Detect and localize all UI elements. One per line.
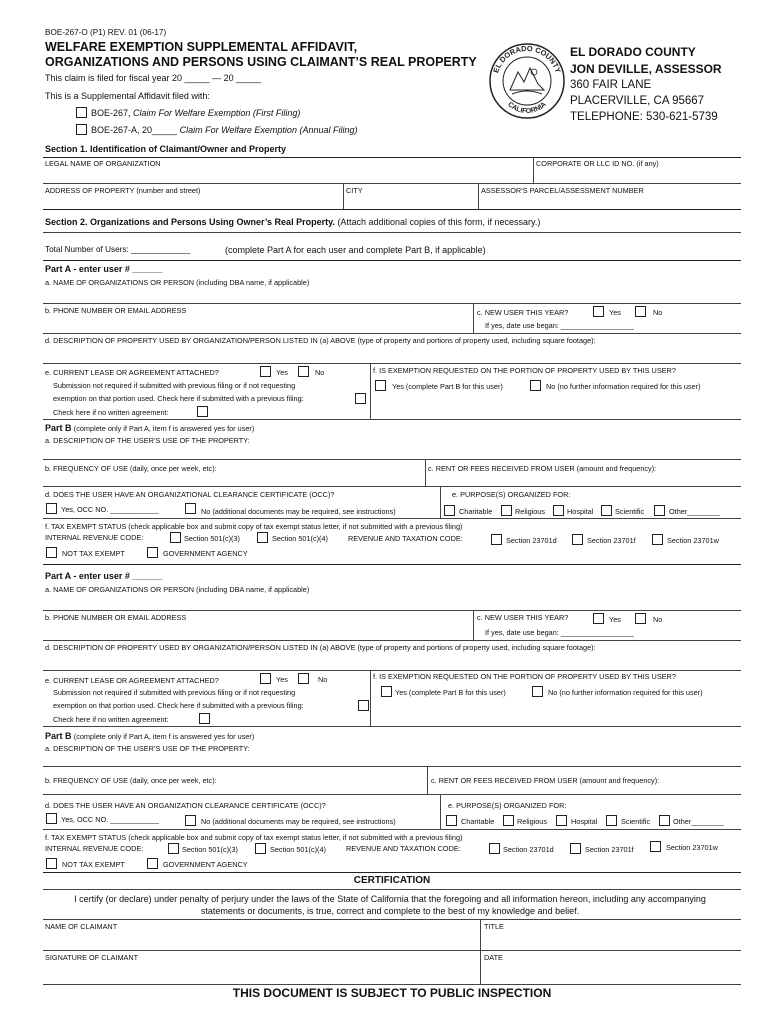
partB-occ-yes-label: Yes, OCC NO. ____________ bbox=[61, 505, 159, 514]
partA-exemption-no-2[interactable] bbox=[532, 686, 543, 697]
partA-e-note2-1: exemption on that portion used. Check here if submitted with a previous filing: bbox=[53, 394, 304, 403]
religious-label: Religious bbox=[517, 817, 548, 826]
partA-f-no-label: No (no further information required for this user) bbox=[548, 688, 703, 697]
partA-e-label-2: e. CURRENT LEASE OR AGREEMENT ATTACHED? bbox=[45, 676, 219, 685]
partB-occ-no-label: No (additional documents may be required, see instructions) bbox=[201, 507, 396, 516]
irc-label: INTERNAL REVENUE CODE: bbox=[45, 533, 144, 542]
partA-description-field-1[interactable] bbox=[45, 346, 739, 362]
option1-code: BOE-267, bbox=[91, 108, 131, 118]
partA-f-no-label: No (no further information required for this user) bbox=[546, 382, 701, 391]
partB-e-label-1: e. PURPOSE(S) ORGANIZED FOR: bbox=[452, 490, 571, 499]
partB-charitable-2[interactable] bbox=[446, 815, 457, 826]
partA-e-label-1: e. CURRENT LEASE OR AGREEMENT ATTACHED? bbox=[45, 368, 219, 377]
partB-d-label-1: d. DOES THE USER HAVE AN ORGANIZATIONAL CLEARANCE CERTIFICATE (OCC)? bbox=[45, 490, 335, 499]
form-id: BOE-267-O (P1) REV. 01 (06-17) bbox=[45, 28, 167, 37]
date-label: DATE bbox=[484, 953, 503, 962]
corp-id-field[interactable] bbox=[536, 168, 740, 182]
svg-text:EL DORADO COUNTY bbox=[491, 44, 562, 74]
partA-e-note3-2: Check here if no written agreement: bbox=[53, 715, 169, 724]
city-label: CITY bbox=[346, 186, 363, 195]
partB-occ-yes-label: Yes, OCC NO. ____________ bbox=[61, 815, 159, 824]
s23701f-label: Section 23701f bbox=[587, 536, 636, 545]
partA-new-user-no-1[interactable] bbox=[635, 306, 646, 317]
option1 bbox=[91, 109, 300, 118]
partB-religious-1[interactable] bbox=[501, 505, 512, 516]
partA-a-label-1: a. NAME OF ORGANIZATIONS OR PERSON (including DBA name, if applicable) bbox=[45, 278, 310, 287]
partB-b-label-1: b. FREQUENCY OF USE (daily, once per week, etc): bbox=[45, 464, 217, 473]
s501c3-label: Section 501(c)(3) bbox=[182, 845, 238, 854]
partB-heading-2 bbox=[45, 732, 254, 741]
no-label: No bbox=[318, 675, 328, 684]
hospital-label: Hospital bbox=[571, 817, 598, 826]
partA-date-began-2: If yes, date use began: __________________ bbox=[485, 628, 634, 637]
partB-heading-text: Part B bbox=[45, 731, 72, 741]
partB-hospital-2[interactable] bbox=[556, 815, 567, 826]
section2-heading bbox=[45, 218, 540, 227]
section1-heading: Section 1. Identification of Claimant/Owner and Property bbox=[45, 144, 287, 154]
rtc-label: REVENUE AND TAXATION CODE: bbox=[346, 844, 461, 853]
yes-label: Yes bbox=[276, 368, 288, 377]
partB-501c3-1[interactable] bbox=[170, 532, 181, 543]
partA-f-label-1: f. IS EXEMPTION REQUESTED ON THE PORTION OF PROPERTY USED BY THIS USER? bbox=[373, 366, 676, 375]
gov-agency-label: GOVERNMENT AGENCY bbox=[163, 860, 248, 869]
partB-charitable-1[interactable] bbox=[444, 505, 455, 516]
partB-gov-agency-2[interactable] bbox=[147, 858, 158, 869]
partA-e-note2-2: exemption on that portion used. Check here if submitted with a previous filing: bbox=[53, 701, 304, 710]
partB-501c4-2[interactable] bbox=[255, 843, 266, 854]
s23701f-label: Section 23701f bbox=[585, 845, 634, 854]
certification-statement bbox=[30, 893, 750, 917]
partB-e-label-2: e. PURPOSE(S) ORGANIZED FOR: bbox=[448, 801, 567, 810]
partA-lease-yes-1[interactable] bbox=[260, 366, 271, 377]
charitable-label: Charitable bbox=[459, 507, 493, 516]
partA-lease-no-1[interactable] bbox=[298, 366, 309, 377]
s23701d-label: Section 23701d bbox=[506, 536, 557, 545]
partB-a-label-1: a. DESCRIPTION OF THE USER’S USE OF THE PROPERTY: bbox=[45, 436, 250, 445]
claimant-name-label: NAME OF CLAIMANT bbox=[45, 922, 118, 931]
county-name: EL DORADO COUNTY bbox=[570, 45, 696, 59]
partB-occ-no-1[interactable] bbox=[185, 503, 196, 514]
s23701w-label: Section 23701w bbox=[666, 843, 718, 852]
claimant-name-field[interactable] bbox=[45, 932, 477, 948]
total-users-label: Total Number of Users: _____________ bbox=[45, 245, 191, 254]
legal-name-label: LEGAL NAME OF ORGANIZATION bbox=[45, 159, 161, 168]
partB-23701w-2[interactable] bbox=[650, 841, 661, 852]
seal-top-text: EL DORADO COUNTY bbox=[491, 43, 563, 75]
partB-not-tax-exempt-2[interactable] bbox=[46, 858, 57, 869]
partB-occ-no-2[interactable] bbox=[185, 815, 196, 826]
partB-religious-2[interactable] bbox=[503, 815, 514, 826]
partA-new-user-no-2[interactable] bbox=[635, 613, 646, 624]
option1-desc: Claim For Welfare Exemption (First Filing) bbox=[133, 108, 301, 118]
irc-label: INTERNAL REVENUE CODE: bbox=[45, 844, 144, 853]
partA-lease-no-2[interactable] bbox=[298, 673, 309, 684]
legal-name-field[interactable] bbox=[45, 168, 530, 182]
certification-line2: statements or documents, is true, correct and complete to the best of my knowledge and belief. bbox=[200, 906, 580, 916]
s501c3-label: Section 501(c)(3) bbox=[184, 534, 240, 543]
partB-occ-yes-2[interactable] bbox=[46, 813, 57, 824]
partA-phone-field-1[interactable] bbox=[45, 316, 470, 330]
partB-gov-agency-1[interactable] bbox=[147, 547, 158, 558]
assessor-name: JON DEVILLE, ASSESSOR bbox=[570, 62, 722, 76]
religious-label: Religious bbox=[515, 507, 546, 516]
not-tax-exempt-label: NOT TAX EXEMPT bbox=[62, 860, 125, 869]
certification-line1: I certify (or declare) under penalty of perjury under the laws of the State of California that the foregoing and all information hereon, including any accompanying bbox=[74, 894, 706, 904]
partB-hospital-1[interactable] bbox=[553, 505, 564, 516]
partA-b-label-1: b. PHONE NUMBER OR EMAIL ADDRESS bbox=[45, 306, 187, 315]
charitable-label: Charitable bbox=[461, 817, 495, 826]
partA-heading-2: Part A - enter user # ______ bbox=[45, 571, 163, 581]
scientific-label: Scientific bbox=[615, 507, 645, 516]
address-line1: 360 FAIR LANE bbox=[570, 79, 652, 91]
partA-new-user-yes-1[interactable] bbox=[593, 306, 604, 317]
public-inspection-notice: THIS DOCUMENT IS SUBJECT TO PUBLIC INSPECTION bbox=[232, 986, 552, 1000]
property-address-label: ADDRESS OF PROPERTY (number and street) bbox=[45, 186, 201, 195]
partA-new-user-yes-2[interactable] bbox=[593, 613, 604, 624]
option2-code: BOE-267-A, 20_____ bbox=[91, 125, 178, 135]
title-label: TITLE bbox=[484, 922, 504, 931]
option2 bbox=[91, 126, 357, 135]
partB-b-label-2: b. FREQUENCY OF USE (daily, once per week, etc): bbox=[45, 776, 217, 785]
signature-field[interactable] bbox=[45, 963, 477, 981]
partA-prev-filing-checkbox-1[interactable] bbox=[355, 393, 366, 404]
s23701w-label: Section 23701w bbox=[667, 536, 719, 545]
property-address-field[interactable] bbox=[45, 195, 340, 208]
partB-scientific-2[interactable] bbox=[606, 815, 617, 826]
partA-date-began-1: If yes, date use began: __________________ bbox=[485, 321, 634, 330]
gov-agency-label: GOVERNMENT AGENCY bbox=[163, 549, 248, 558]
partA-e-note1-2: Submission not required if submitted with previous filing or if not requesting bbox=[53, 688, 296, 697]
filed-with-line: This is a Supplemental Affidavit filed with: bbox=[45, 91, 210, 101]
partB-scientific-1[interactable] bbox=[601, 505, 612, 516]
partA-exemption-yes-1[interactable] bbox=[375, 380, 386, 391]
other-label: Other________ bbox=[669, 507, 720, 516]
partB-use-field-2[interactable] bbox=[45, 754, 739, 766]
corp-id-label: CORPORATE OR LLC ID NO. (if any) bbox=[536, 159, 659, 168]
no-label: No bbox=[653, 308, 663, 317]
parcel-label: ASSESSOR’S PARCEL/ASSESSMENT NUMBER bbox=[481, 186, 644, 195]
option2-desc: Claim For Welfare Exemption (Annual Filing) bbox=[179, 125, 358, 135]
partA-exemption-no-1[interactable] bbox=[530, 380, 541, 391]
partA-heading-1: Part A - enter user # ______ bbox=[45, 264, 163, 274]
partA-d-label-2: d. DESCRIPTION OF PROPERTY USED BY ORGANIZATION/PERSON LISTED IN (a) ABOVE (type of property and portions of property used, including square footage): bbox=[45, 643, 596, 652]
title-field[interactable] bbox=[484, 932, 739, 948]
partA-c-label-2: c. NEW USER THIS YEAR? bbox=[477, 613, 569, 622]
partA-f-label-2: f. IS EXEMPTION REQUESTED ON THE PORTION OF PROPERTY USED BY THIS USER? bbox=[373, 672, 676, 681]
form-title-line2: ORGANIZATIONS AND PERSONS USING CLAIMANT’S REAL PROPERTY bbox=[45, 55, 477, 69]
partA-phone-field-2[interactable] bbox=[45, 623, 470, 637]
partA-name-field-1[interactable] bbox=[45, 288, 739, 302]
partA-b-label-2: b. PHONE NUMBER OR EMAIL ADDRESS bbox=[45, 613, 187, 622]
partA-no-agreement-checkbox-2[interactable] bbox=[199, 713, 210, 724]
fiscal-year-line: This claim is filed for fiscal year 20 _____ — 20 _____ bbox=[45, 73, 262, 83]
partB-23701d-2[interactable] bbox=[489, 843, 500, 854]
partB-23701f-1[interactable] bbox=[572, 534, 583, 545]
partB-heading-note: (complete only if Part A, item f is answered yes for user) bbox=[73, 732, 255, 741]
not-tax-exempt-label: NOT TAX EXEMPT bbox=[62, 549, 125, 558]
county-seal-icon bbox=[488, 42, 566, 120]
partA-description-field-2[interactable] bbox=[45, 653, 739, 669]
s23701d-label: Section 23701d bbox=[503, 845, 554, 854]
partB-occ-no-label: No (additional documents may be required, see instructions) bbox=[201, 817, 396, 826]
partB-d-label-2: d. DOES THE USER HAVE AN ORGANIZATION CLEARANCE CERTIFICATE (OCC)? bbox=[45, 801, 326, 810]
partA-f-yes-label: Yes (complete Part B for this user) bbox=[392, 382, 503, 391]
partA-e-note3-1: Check here if no written agreement: bbox=[53, 408, 169, 417]
address-line2: PLACERVILLE, CA 95667 bbox=[570, 95, 705, 107]
telephone: TELEPHONE: 530-621-5739 bbox=[570, 111, 718, 123]
boe267a-checkbox[interactable] bbox=[76, 124, 87, 135]
partA-prev-filing-checkbox-2[interactable] bbox=[358, 700, 369, 711]
parcel-field[interactable] bbox=[481, 195, 740, 208]
partA-e-note1-1: Submission not required if submitted with previous filing or if not requesting bbox=[53, 381, 296, 390]
partB-501c4-1[interactable] bbox=[257, 532, 268, 543]
partB-23701d-1[interactable] bbox=[491, 534, 502, 545]
partA-name-field-2[interactable] bbox=[45, 595, 739, 609]
partB-c-label-1: c. RENT OR FEES RECEIVED FROM USER (amount and frequency): bbox=[428, 464, 657, 473]
partA-a-label-2: a. NAME OF ORGANIZATIONS OR PERSON (including DBA name, if applicable) bbox=[45, 585, 310, 594]
certification-heading: CERTIFICATION bbox=[353, 875, 431, 886]
seal-bottom-text: CALIFORNIA bbox=[506, 101, 548, 116]
partB-23701w-1[interactable] bbox=[652, 534, 663, 545]
s501c4-label: Section 501(c)(4) bbox=[270, 845, 326, 854]
no-label: No bbox=[653, 615, 663, 624]
section2-heading-bold: Section 2. Organizations and Persons Using Owner’s Real Property. bbox=[45, 217, 335, 227]
svg-text:CALIFORNIA bbox=[506, 101, 548, 115]
partA-exemption-yes-2[interactable] bbox=[381, 686, 392, 697]
partB-other-2[interactable] bbox=[659, 815, 670, 826]
form-title-line1: WELFARE EXEMPTION SUPPLEMENTAL AFFIDAVIT, bbox=[45, 40, 358, 54]
no-label: No bbox=[315, 368, 325, 377]
yes-label: Yes bbox=[276, 675, 288, 684]
partA-lease-yes-2[interactable] bbox=[260, 673, 271, 684]
partB-use-field-1[interactable] bbox=[45, 446, 739, 458]
partA-no-agreement-checkbox-1[interactable] bbox=[197, 406, 208, 417]
signature-label: SIGNATURE OF CLAIMANT bbox=[45, 953, 139, 962]
s501c4-label: Section 501(c)(4) bbox=[272, 534, 328, 543]
partB-not-tax-exempt-1[interactable] bbox=[46, 547, 57, 558]
partB-heading-text: Part B bbox=[45, 423, 72, 433]
partA-f-yes-label: Yes (complete Part B for this user) bbox=[395, 688, 506, 697]
other-label: Other________ bbox=[673, 817, 724, 826]
total-users-instructions: (complete Part A for each user and complete Part B, if applicable) bbox=[225, 245, 486, 255]
partB-501c3-2[interactable] bbox=[168, 843, 179, 854]
city-field[interactable] bbox=[346, 195, 476, 208]
partB-occ-yes-1[interactable] bbox=[46, 503, 57, 514]
partB-f-label-2: f. TAX EXEMPT STATUS (check applicable box and submit copy of tax exempt status letter, if not submitted with a previous filing) bbox=[45, 833, 463, 842]
boe267-checkbox[interactable] bbox=[76, 107, 87, 118]
hospital-label: Hospital bbox=[567, 507, 594, 516]
partB-f-label-1: f. TAX EXEMPT STATUS (check applicable box and submit copy of tax exempt status letter, if not submitted with a previous filing) bbox=[45, 522, 463, 531]
section2-heading-note: (Attach additional copies of this form, if necessary.) bbox=[337, 217, 541, 227]
scientific-label: Scientific bbox=[621, 817, 651, 826]
partA-c-label-1: c. NEW USER THIS YEAR? bbox=[477, 308, 569, 317]
partB-other-1[interactable] bbox=[654, 505, 665, 516]
partB-heading-1 bbox=[45, 424, 254, 433]
yes-label: Yes bbox=[609, 308, 621, 317]
partB-a-label-2: a. DESCRIPTION OF THE USER’S USE OF THE PROPERTY: bbox=[45, 744, 250, 753]
partA-d-label-1: d. DESCRIPTION OF PROPERTY USED BY ORGANIZATION/PERSON LISTED IN (a) ABOVE (type of property and portions of property used, including square footage): bbox=[45, 336, 596, 345]
partB-c-label-2: c. RENT OR FEES RECEIVED FROM USER (amount and frequency): bbox=[431, 776, 660, 785]
rtc-label: REVENUE AND TAXATION CODE: bbox=[348, 534, 463, 543]
partB-heading-note: (complete only if Part A, item f is answered yes for user) bbox=[73, 424, 255, 433]
yes-label: Yes bbox=[609, 615, 621, 624]
partB-23701f-2[interactable] bbox=[570, 843, 581, 854]
date-field[interactable] bbox=[484, 963, 739, 981]
